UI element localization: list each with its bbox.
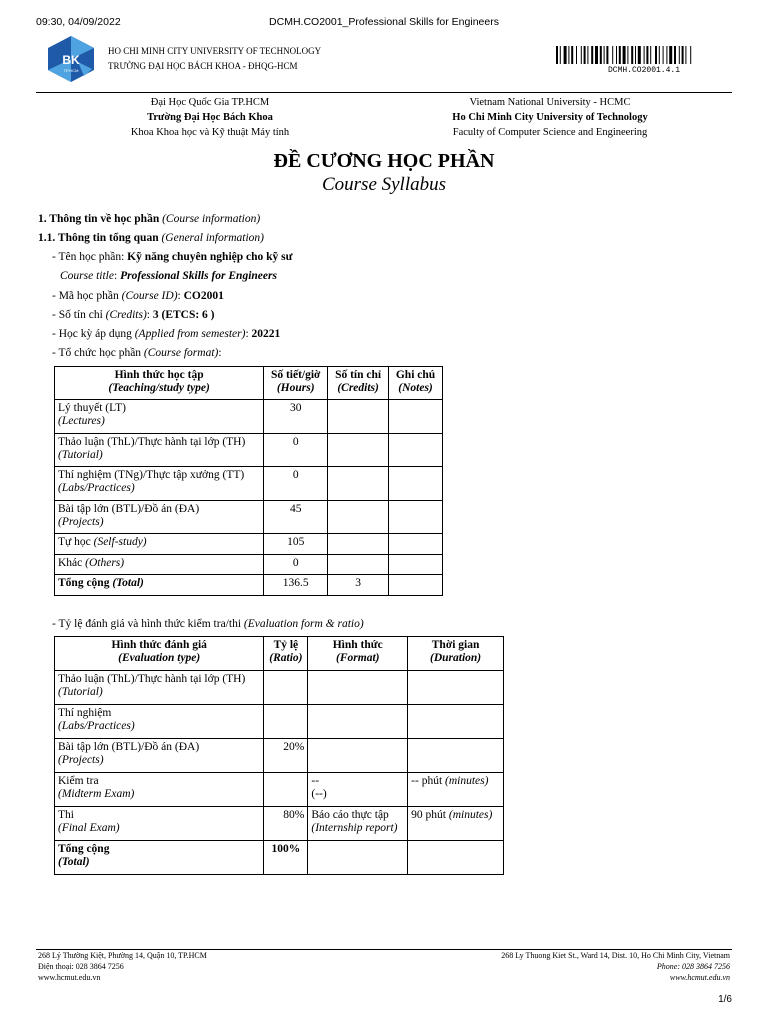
- column-header: Tỷ lệ (Ratio): [264, 637, 308, 671]
- course-title: Course title: Professional Skills for Engineers: [60, 270, 277, 282]
- barcode-bar: [619, 46, 621, 64]
- course-credits: - Số tín chỉ (Credits): 3 (ETCS: 6 ): [52, 309, 215, 321]
- barcode-bar: [560, 46, 561, 64]
- course-id: - Mã học phần (Course ID): CO2001: [52, 290, 224, 302]
- table-row: [55, 400, 443, 434]
- barcode-bar: [679, 46, 680, 64]
- table-cell: [328, 534, 389, 555]
- barcode-bar: [631, 46, 633, 64]
- barcode-bar: [556, 46, 558, 64]
- footer-en: [501, 950, 730, 983]
- table-row: [55, 501, 443, 534]
- table-cell: [328, 434, 389, 467]
- barcode-bar: [612, 46, 613, 64]
- barcode-bar: [571, 46, 573, 64]
- table-cell: [389, 534, 443, 555]
- section-1-1-heading: 1.1. Thông tin tổng quan (General information): [38, 232, 264, 244]
- barcode-bar: [587, 46, 588, 64]
- logo-subtext: TP.HCM: [63, 68, 79, 73]
- table-cell: Thảo luận (ThL)/Thực hành tại lớp (TH) (Tutorial): [55, 434, 264, 467]
- table-total-row: [55, 575, 443, 596]
- footer-phone: Điện thoại: 028 3864 7256: [38, 962, 124, 971]
- column-header: Số tiết/giờ (Hours): [264, 367, 328, 400]
- table-header-row: [55, 637, 504, 671]
- barcode-bar: [623, 46, 626, 64]
- table-cell: [389, 575, 443, 596]
- barcode-bar: [685, 46, 686, 64]
- table-cell: Bài tập lớn (BTL)/Đồ án (ĐA) (Projects): [55, 739, 264, 773]
- footer-vi: [38, 950, 207, 983]
- barcode-bar: [650, 46, 651, 64]
- institution-en: [390, 95, 710, 140]
- course-name: - Tên học phần: Kỹ năng chuyên nghiệp cho kỹ sư: [52, 251, 293, 263]
- table-cell: [328, 467, 389, 501]
- table-cell: [264, 671, 308, 705]
- table-row: [55, 534, 443, 555]
- barcode-bar: [669, 46, 672, 64]
- print-header: [0, 16, 768, 30]
- barcode-bar: [627, 46, 628, 64]
- page-title: ĐỀ CƯƠNG HỌC PHẦN: [273, 150, 495, 172]
- barcode-bar: [682, 46, 684, 64]
- footer-address: 268 Ly Thuong Kiet St., Ward 14, Dist. 10, Ho Chi Minh City, Vietnam: [501, 951, 730, 960]
- table-cell: Thí nghiệm (Labs/Practices): [55, 705, 264, 739]
- table-cell: 105: [264, 534, 328, 555]
- barcode-text: DCMH.CO2001.4.1: [607, 66, 680, 75]
- institution-vi-line: Đại Học Quốc Gia TP.HCM: [150, 97, 270, 108]
- table-cell: Thảo luận (ThL)/Thực hành tại lớp (TH) (Tutorial): [55, 671, 264, 705]
- institution-vi-line: Khoa Khoa học và Kỹ thuật Máy tính: [130, 127, 290, 138]
- table-row: [55, 739, 504, 773]
- barcode-bar: [576, 46, 577, 64]
- table-cell: Kiểm tra (Midterm Exam): [55, 773, 264, 807]
- section-1-heading: 1. Thông tin về học phần (Course information): [38, 213, 261, 225]
- institution-en-line: Vietnam National University - HCMC: [469, 97, 631, 108]
- university-name-vi: TRƯỜNG ĐẠI HỌC BÁCH KHOA - ĐHQG-HCM: [108, 61, 298, 71]
- course-format-table: [54, 366, 443, 596]
- letterhead: [36, 36, 732, 92]
- table-cell: [389, 400, 443, 434]
- evaluation-table: [54, 636, 504, 875]
- barcode-bar: [595, 46, 598, 64]
- column-header: Hình thức đánh giá (Evaluation type): [55, 637, 264, 671]
- table-cell: [328, 400, 389, 434]
- footer-website: www.hcmut.edu.vn: [669, 973, 730, 982]
- institution-en-line: Ho Chi Minh City University of Technology: [452, 112, 648, 123]
- table-row: [55, 807, 504, 841]
- table-cell: Thi (Final Exam): [55, 807, 264, 841]
- table-cell: 45: [264, 501, 328, 534]
- barcode-bar: [666, 46, 667, 64]
- table-cell: [328, 501, 389, 534]
- table-cell: [408, 671, 504, 705]
- barcode-bar: [604, 46, 605, 64]
- table-cell: [308, 705, 408, 739]
- table-cell: Khác (Others): [55, 555, 264, 575]
- barcode-bar: [638, 46, 641, 64]
- table-cell: Tự học (Self-study): [55, 534, 264, 555]
- header-rule: [36, 92, 732, 93]
- column-header: Thời gian (Duration): [408, 637, 504, 671]
- footer-website: www.hcmut.edu.vn: [38, 973, 101, 982]
- table-cell: 80%: [264, 807, 308, 841]
- table-cell: [308, 739, 408, 773]
- table-cell: [308, 671, 408, 705]
- page-subtitle: Course Syllabus: [321, 174, 447, 195]
- table-cell: 0: [264, 555, 328, 575]
- table-cell: 0: [264, 467, 328, 501]
- barcode-bar: [655, 46, 657, 64]
- column-header: Số tín chỉ (Credits): [328, 367, 389, 400]
- table-row: [55, 671, 504, 705]
- university-name-en: HO CHI MINH CITY UNIVERSITY OF TECHNOLOGY: [108, 46, 322, 56]
- table-cell: [408, 841, 504, 875]
- institution-en-line: Faculty of Computer Science and Engineering: [452, 127, 648, 138]
- barcode: [556, 46, 732, 75]
- institution-vi: [60, 95, 360, 140]
- evaluation-label: - Tỷ lệ đánh giá và hình thức kiểm tra/thi (Evaluation form & ratio): [52, 618, 364, 630]
- barcode-bar: [600, 46, 602, 64]
- table-row: [55, 773, 504, 807]
- barcode-bar: [606, 46, 608, 64]
- print-timestamp: 09:30, 04/09/2022: [36, 16, 121, 28]
- barcode-bar: [646, 46, 648, 64]
- table-cell: -- phút (minutes): [408, 773, 504, 807]
- barcode-bar: [584, 46, 586, 64]
- table-cell: Tổng cộng (Total): [55, 841, 264, 875]
- table-cell: [389, 467, 443, 501]
- table-cell: 30: [264, 400, 328, 434]
- table-cell: [408, 739, 504, 773]
- barcode-bar: [564, 46, 567, 64]
- table-row: [55, 555, 443, 575]
- barcode-bar: [568, 46, 569, 64]
- table-cell: -- (--): [308, 773, 408, 807]
- table-header-row: [55, 367, 443, 400]
- university-logo: [48, 36, 94, 82]
- column-header: Ghi chú (Notes): [389, 367, 443, 400]
- barcode-bar: [635, 46, 636, 64]
- table-cell: Báo cáo thực tập (Internship report): [308, 807, 408, 841]
- barcode-bar: [591, 46, 593, 64]
- barcode-bar: [644, 46, 645, 64]
- table-cell: [408, 705, 504, 739]
- table-cell: 100%: [264, 841, 308, 875]
- barcode-bar: [581, 46, 582, 64]
- table-row: [55, 434, 443, 467]
- column-header: Hình thức (Format): [308, 637, 408, 671]
- table-total-row: [55, 841, 504, 875]
- barcode-bar: [616, 46, 617, 64]
- institution-vi-line: Trường Đại Học Bách Khoa: [147, 112, 273, 123]
- footer-address: 268 Lý Thường Kiệt, Phường 14, Quận 10, TP.HCM: [38, 951, 207, 960]
- footer-phone: Phone: 028 3864 7256: [656, 962, 730, 971]
- table-cell: [264, 773, 308, 807]
- table-cell: Bài tập lớn (BTL)/Đồ án (ĐA) (Projects): [55, 501, 264, 534]
- course-format-label: - Tổ chức học phần (Course format):: [52, 347, 222, 359]
- page-number: 1/6: [718, 994, 732, 1005]
- print-document-title: DCMH.CO2001_Professional Skills for Engineers: [269, 16, 499, 28]
- table-cell: Thí nghiệm (TNg)/Thực tập xưởng (TT) (Labs/Practices): [55, 467, 264, 501]
- table-cell: 90 phút (minutes): [408, 807, 504, 841]
- table-cell: 20%: [264, 739, 308, 773]
- barcode-graphic: [556, 46, 732, 64]
- table-cell: [308, 841, 408, 875]
- barcode-bar: [690, 46, 691, 64]
- table-row: [55, 705, 504, 739]
- barcode-bar: [674, 46, 676, 64]
- barcode-bar: [659, 46, 660, 64]
- table-cell: 3: [328, 575, 389, 596]
- table-cell: [389, 501, 443, 534]
- table-cell: 136.5: [264, 575, 328, 596]
- table-row: [55, 467, 443, 501]
- table-cell: 0: [264, 434, 328, 467]
- table-cell: [328, 555, 389, 575]
- logo-text: BK: [62, 53, 80, 67]
- table-cell: [389, 434, 443, 467]
- barcode-bar: [663, 46, 664, 64]
- course-semester: - Học kỳ áp dụng (Applied from semester): 20221: [52, 328, 281, 340]
- table-cell: [389, 555, 443, 575]
- table-cell: Lý thuyết (LT) (Lectures): [55, 400, 264, 434]
- table-cell: Tổng cộng (Total): [55, 575, 264, 596]
- table-cell: [264, 705, 308, 739]
- university-names: [108, 44, 321, 74]
- column-header: Hình thức học tập (Teaching/study type): [55, 367, 264, 400]
